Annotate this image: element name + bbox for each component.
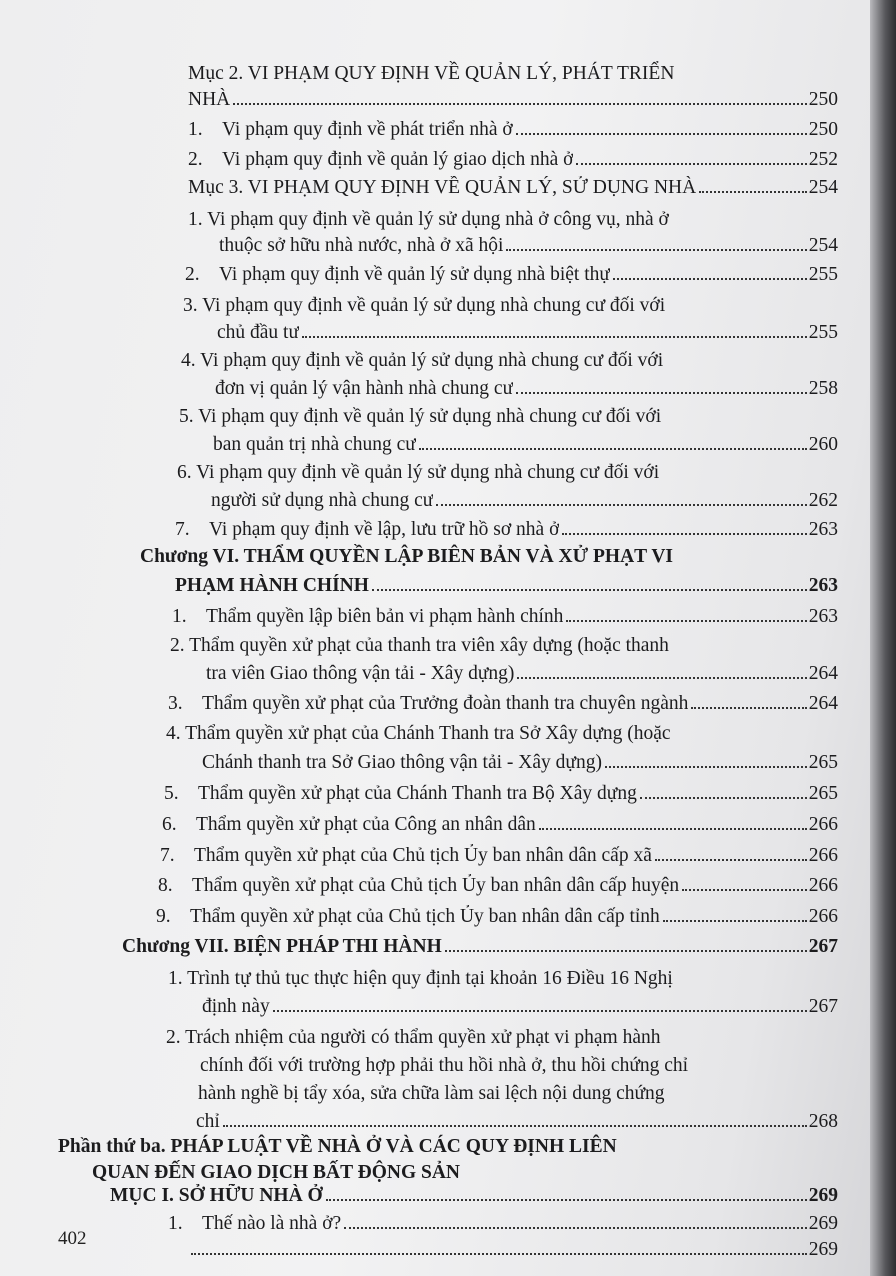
toc-entry[interactable] [188,1238,838,1262]
toc-entry-number: 1. [188,119,203,140]
dot-leader [663,920,807,922]
toc-entry-number: 8. [158,875,173,896]
toc-entry-page: 264 [808,663,838,684]
toc-heading-line: 4. Thẩm quyền xử phạt của Chánh Thanh tra Sở Xây dựng (hoặc [166,723,671,744]
toc-entry-title: chỉ [196,1111,220,1132]
dot-leader [605,766,807,768]
toc-heading-line: hành nghề bị tẩy xóa, sửa chữa làm sai lệch nội dung chứng [198,1083,665,1104]
toc-entry[interactable] [172,605,838,629]
toc-entry-title: MỤC I. SỞ HỮU NHÀ Ở [110,1185,323,1206]
dot-leader [436,504,806,506]
dot-leader [372,589,807,591]
toc-entry[interactable] [188,118,838,142]
toc-entry-page: 258 [808,378,838,399]
toc-entry[interactable] [185,263,838,287]
toc-entry[interactable] [188,88,838,112]
toc-entry[interactable] [168,692,838,716]
toc-entry-number: 7. [175,519,190,540]
toc-heading-line: Chương VI. THẨM QUYỀN LẬP BIÊN BẢN VÀ XỬ PHẠT VI [140,546,674,567]
toc-entry[interactable] [188,148,838,172]
dot-leader [691,707,806,709]
toc-entry[interactable] [219,234,838,258]
toc-heading-line: 2. Thẩm quyền xử phạt của thanh tra viên xây dựng (hoặc thanh [170,635,669,656]
toc-entry-page: 263 [808,519,838,540]
dot-leader [516,133,807,135]
dot-leader [506,249,806,251]
dot-leader [344,1227,807,1229]
toc-entry-number: 5. [164,783,179,804]
toc-entry[interactable] [217,321,838,345]
toc-entry-page: 269 [808,1239,838,1260]
toc-entry-page: 252 [808,149,838,170]
toc-entry-title: Thẩm quyền lập biên bản vi phạm hành chính [206,606,564,627]
toc-heading-line: 4. Vi phạm quy định về quản lý sử dụng nhà chung cư đối với [181,350,664,371]
toc-entry[interactable] [175,574,838,598]
toc-entry[interactable] [175,518,838,542]
toc-heading-line: 5. Vi phạm quy định về quản lý sử dụng nhà chung cư đối với [179,406,662,427]
toc-entry-page: 269 [808,1213,838,1234]
toc-entry-page: 265 [808,783,838,804]
toc-entry[interactable] [110,1184,838,1208]
dot-leader [233,103,807,105]
toc-entry-page: 266 [808,845,838,866]
toc-entry-title: Thế nào là nhà ở? [202,1213,342,1234]
dot-leader [326,1199,807,1201]
toc-entry-page: 260 [808,434,838,455]
toc-entry[interactable] [168,1212,838,1236]
toc-entry-title: Vi phạm quy định về lập, lưu trữ hồ sơ nhà ở [209,519,560,540]
toc-entry-title: Thẩm quyền xử phạt của Chủ tịch Ủy ban nhân dân cấp xã [194,845,652,866]
toc-entry-page: 266 [808,814,838,835]
dot-leader [516,392,807,394]
toc-entry-page: 268 [808,1111,838,1132]
toc-entry-number: 1. [168,1213,183,1234]
dot-leader [699,191,807,193]
dot-leader [419,448,807,450]
dot-leader [640,797,807,799]
toc-entry-page: 266 [808,875,838,896]
toc-entry-page: 254 [808,177,838,198]
toc-entry-page: 267 [808,936,838,957]
dot-leader [655,859,807,861]
toc-entry-title: Thẩm quyền xử phạt của Chủ tịch Ủy ban nhân dân cấp huyện [192,875,680,896]
dot-leader [302,336,807,338]
toc-entry[interactable] [196,1110,838,1134]
toc-entry[interactable] [188,176,838,200]
toc-entry-page: 255 [808,322,838,343]
dot-leader [539,828,807,830]
toc-entry[interactable] [202,751,838,775]
toc-entry-page: 265 [808,752,838,773]
dot-leader [566,620,806,622]
toc-heading-line: 6. Vi phạm quy định về quản lý sử dụng nhà chung cư đối với [177,462,660,483]
toc-entry-title: Vi phạm quy định về quản lý sử dụng nhà biệt thự [219,264,610,285]
toc-entry-number: 7. [160,845,175,866]
page-number: 402 [58,1228,87,1249]
toc-entry-title: Thẩm quyền xử phạt của Công an nhân dân [196,814,536,835]
toc-entry-page: 250 [808,119,838,140]
dot-leader [576,163,806,165]
toc-entry-title: người sử dụng nhà chung cư [211,490,434,511]
dot-leader [191,1253,807,1255]
toc-entry-title: Mục 3. VI PHẠM QUY ĐỊNH VỀ QUẢN LÝ, SỬ DỤNG NHÀ [188,177,697,198]
toc-entry-title: Chương VII. BIỆN PHÁP THI HÀNH [122,936,442,957]
toc-entry-title: đơn vị quản lý vận hành nhà chung cư [215,378,514,399]
toc-entry-title: Thẩm quyền xử phạt của Trưởng đoàn thanh tra chuyên ngành [202,693,689,714]
toc-entry-number: 2. [188,149,203,170]
toc-entry-title: Thẩm quyền xử phạt của Chủ tịch Ủy ban nhân dân cấp tỉnh [190,906,660,927]
toc-entry[interactable] [215,377,838,401]
toc-entry-page: 254 [808,235,838,256]
toc-entry-page: 267 [808,996,838,1017]
toc-entry-number: 2. [185,264,200,285]
toc-entry[interactable] [158,874,838,898]
toc-entry[interactable] [156,905,838,929]
toc-entry[interactable] [164,782,838,806]
toc-heading-line: 3. Vi phạm quy định về quản lý sử dụng nhà chung cư đối với [183,295,666,316]
toc-heading-line: chính đối với trường hợp phải thu hồi nhà ở, thu hồi chứng chỉ [200,1055,689,1076]
dot-leader [517,677,806,679]
toc-heading-line: 2. Trách nhiệm của người có thẩm quyền xử phạt vi phạm hành [166,1027,661,1048]
toc-entry-title: Vi phạm quy định về phát triển nhà ở [222,119,513,140]
dot-leader [682,889,807,891]
toc-entry[interactable] [122,935,838,959]
toc-entry-title: Thẩm quyền xử phạt của Chánh Thanh tra Bộ Xây dựng [198,783,637,804]
toc-entry-title: chủ đầu tư [217,322,300,343]
toc-entry-number: 3. [168,693,183,714]
toc-entry[interactable] [162,813,838,837]
dot-leader [223,1125,807,1127]
toc-entry-page: 262 [808,490,838,511]
toc-entry[interactable] [213,433,838,457]
toc-heading-line: QUAN ĐẾN GIAO DỊCH BẤT ĐỘNG SẢN [92,1162,461,1183]
toc-entry-page: 263 [808,606,838,627]
toc-entry-page: 264 [808,693,838,714]
toc-entry-page: 269 [808,1185,838,1206]
toc-entry-title: NHÀ [188,89,231,110]
toc-entry-title: Vi phạm quy định về quản lý giao dịch nhà ở [222,149,574,170]
toc-entry[interactable] [211,489,838,513]
toc-heading-line: Mục 2. VI PHẠM QUY ĐỊNH VỀ QUẢN LÝ, PHÁT TRIỂN [188,63,675,84]
dot-leader [562,533,806,535]
toc-entry[interactable] [202,995,838,1019]
toc-entry-title: tra viên Giao thông vận tải - Xây dựng) [206,663,515,684]
toc-entry-number: 1. [172,606,187,627]
toc-entry-title: ban quản trị nhà chung cư [213,434,416,455]
toc-entry-page: 263 [808,575,838,596]
toc-entry-page: 255 [808,264,838,285]
dot-leader [445,950,807,952]
toc-entry[interactable] [160,844,838,868]
toc-entry-page: 266 [808,906,838,927]
dot-leader [273,1010,807,1012]
toc-entry-number: 9. [156,906,171,927]
toc-entry[interactable] [206,662,838,686]
toc-entry-number: 6. [162,814,177,835]
toc-heading-line: Phần thứ ba. PHÁP LUẬT VỀ NHÀ Ở VÀ CÁC QUY ĐỊNH LIÊN [58,1136,617,1157]
toc-heading-line: 1. Vi phạm quy định về quản lý sử dụng nhà ở công vụ, nhà ở [188,209,669,230]
page-edge-shadow [870,0,896,1276]
dot-leader [613,278,807,280]
toc-entry-title: Chánh thanh tra Sở Giao thông vận tải - Xây dựng) [202,752,602,773]
toc-entry-page: 250 [808,89,838,110]
toc-entry-title: thuộc sở hữu nhà nước, nhà ở xã hội [219,235,504,256]
toc-entry-title: PHẠM HÀNH CHÍNH [175,575,369,596]
toc-entry-title: định này [202,996,270,1017]
toc-heading-line: 1. Trình tự thủ tục thực hiện quy định tại khoản 16 Điều 16 Nghị [168,968,673,989]
